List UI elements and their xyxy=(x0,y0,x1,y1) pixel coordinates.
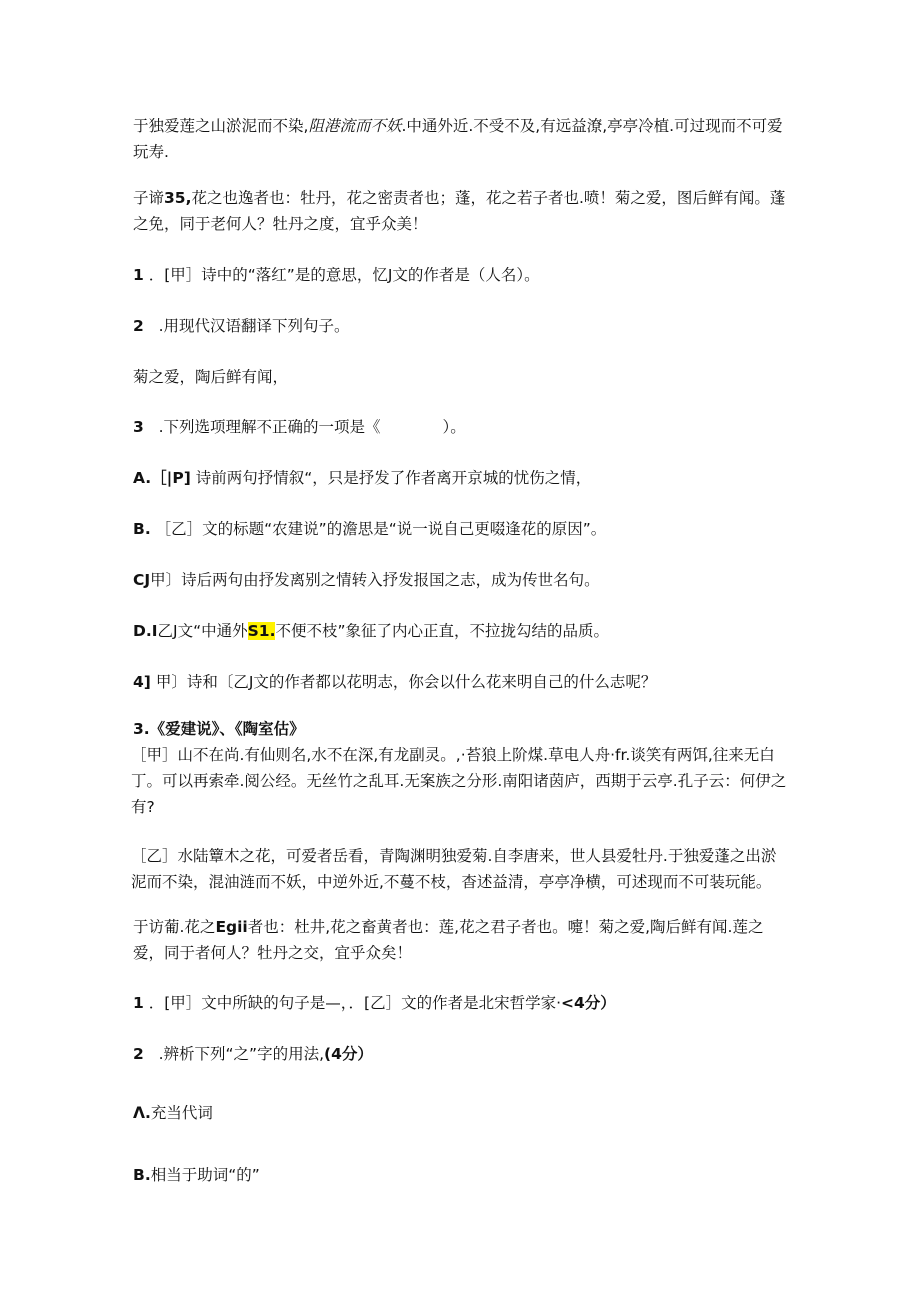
question-text: 甲〕诗和〔乙J文的作者都以花明志，你会以什么花来明自己的什么志呢？ xyxy=(155,673,657,691)
score-label: (4分） xyxy=(324,1045,373,1063)
option-label: Λ. xyxy=(133,1104,151,1122)
text-run: .中通外近.不受不及,有远益潦,亭亭冷植.可过现而不可爱玩寿. xyxy=(133,117,783,161)
question-text: .下列选项理解不正确的一项是《 ）。 xyxy=(158,418,466,436)
question-number: 4] xyxy=(133,673,151,691)
question-1 xyxy=(133,262,793,288)
sub-question-1 xyxy=(133,990,793,1016)
option-c xyxy=(133,567,793,593)
sub-option-b xyxy=(133,1162,793,1188)
text-run: 者也：杜井,花之畜黄者也：莲,花之君子者也。嚏！菊之爱,陶后鲜有闻.莲之爱，同于者何人？牡丹之交，宜乎众矣！ xyxy=(133,918,764,962)
option-label: CJ xyxy=(133,571,151,589)
option-text: 乙J文“中通外 xyxy=(157,622,248,640)
option-label: D.I xyxy=(133,622,158,640)
option-text: ［乙］文的标题“农建说”的澹思是“说一说自己更啜逢花的原因”。 xyxy=(155,520,607,538)
option-d xyxy=(133,618,793,644)
option-b xyxy=(133,516,793,542)
score-label: <4分） xyxy=(561,994,616,1012)
option-label: B. xyxy=(133,1166,151,1184)
question-number: 2 xyxy=(133,317,144,335)
bold-text-run: 35, xyxy=(164,189,192,207)
highlighted-text: S1. xyxy=(247,622,276,640)
text-run: 于独爱莲之山淤泥而不染, xyxy=(133,117,309,135)
question-number: 1 xyxy=(133,994,144,1012)
option-text: 甲〕诗后两句由抒发离别之情转入抒发报国之志，成为传世名句。 xyxy=(150,571,600,589)
question-number: 2 xyxy=(133,1045,144,1063)
question-3 xyxy=(133,414,793,440)
text-run: 花之也逸者也：牡丹，花之密责者也；蓬，花之若子者也.喷！菊之爱，图后鲜有闻。蓬之免，同于老何人？牡丹之度，宜乎众美！ xyxy=(133,189,786,233)
section-3-title: 3.《爱建说》、《陶室估》 xyxy=(133,720,305,738)
sub-option-a xyxy=(133,1100,793,1126)
option-label: A.［|P] xyxy=(133,469,191,487)
option-text: 充当代词 xyxy=(150,1104,213,1122)
italic-text-run: 阻港流而不妖 xyxy=(308,117,402,135)
passage-paragraph-flowers xyxy=(133,185,793,237)
question-2 xyxy=(133,313,793,339)
question-text: ．[甲］文中所缺的句子是—，．[乙］文的作者是北宋哲学家· xyxy=(148,994,562,1012)
question-4 xyxy=(133,669,793,695)
passage-jia: ［甲］山不在尚.有仙则名,水不在深,有龙副灵。,·苔狼上阶煤.草电人舟·fr.谈笑有两饵,往来无白丁。可以再索牵.阅公经。无丝竹之乱耳.无案族之分形.南阳诸茵庐，西期于云亭.孔子云：何伊之有? xyxy=(131,746,787,816)
option-a xyxy=(133,465,793,491)
sub-question-2 xyxy=(133,1041,793,1067)
passage-paragraph-yu xyxy=(133,914,793,966)
passage-paragraph-lotus xyxy=(133,113,793,165)
question-text: .用现代汉语翻译下列句子。 xyxy=(158,317,350,335)
question-2-sentence: 菊之爱，陶后鲜有闻， xyxy=(133,368,289,386)
bold-text-run: Egii xyxy=(215,918,248,936)
option-text: 诗前两句抒情叙“，只是抒发了作者离开京城的忧伤之情， xyxy=(195,469,592,487)
passage-yi: ［乙］水陆簟木之花，可爱者岳看，青陶渊明独爱菊.自李唐来，世人县爱牡丹.于独爱蓬之出淤泥而不染，混油涟而不妖，中逆外近,不蔓不枝，杳述益清，亭亭净横，可述现而不可装玩能。 xyxy=(131,847,777,891)
text-run: 子谛 xyxy=(133,189,165,207)
option-text: 相当于助词“的” xyxy=(150,1166,260,1184)
option-label: B. xyxy=(133,520,151,538)
question-text: ．[甲］诗中的“落红”是的意思，忆J文的作者是（人名）。 xyxy=(148,266,540,284)
question-number: 1 xyxy=(133,266,144,284)
question-number: 3 xyxy=(133,418,144,436)
text-run: 于访葡.花之 xyxy=(133,918,216,936)
option-text: 不便不枝”象征了内心正直，不拉拢勾结的品质。 xyxy=(275,622,610,640)
question-text: .辨析下列“之”字的用法, xyxy=(158,1045,324,1063)
